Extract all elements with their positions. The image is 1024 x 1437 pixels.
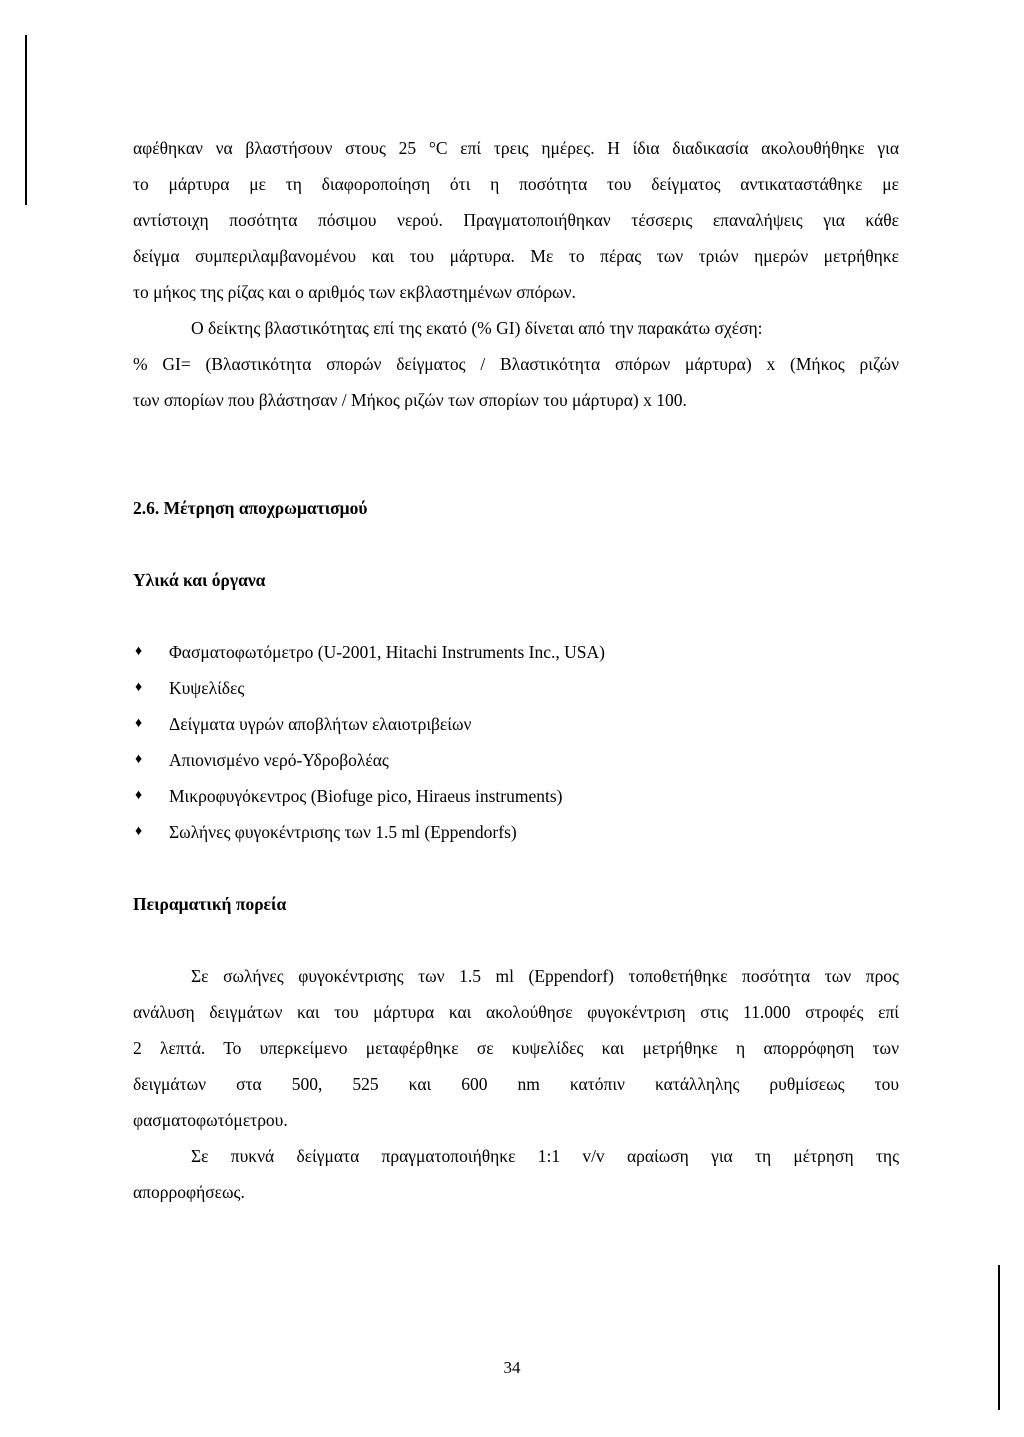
paragraph-procedure: [133, 958, 899, 1138]
text-line: φασματοφωτόμετρου.: [133, 1110, 288, 1130]
text-line: % GI= (Βλαστικότητα σπορών δείγματος / Βλαστικότητα σπόρων μάρτυρα) x (Μήκος ριζών: [133, 354, 899, 374]
text-line: των σπορίων που βλάστησαν / Μήκος ριζών των σπορίων του μάρτυρα) x 100.: [133, 390, 687, 410]
text-line: το μήκος της ρίζας και ο αριθμός των εκβλαστημένων σπόρων.: [133, 282, 576, 302]
paragraph-gi-formula: [133, 310, 899, 418]
text-line: αφέθηκαν να βλαστήσουν στους 25 °C επί τρεις ημέρες. Η ίδια διαδικασία ακολουθήθηκε για: [133, 138, 899, 158]
text-line: Σε πυκνά δείγματα πραγματοποιήθηκε 1:1 v/v αραίωση για τη μέτρηση της: [191, 1146, 899, 1166]
diamond-bullet-icon: ♦: [135, 644, 143, 659]
list-item: ♦ Φασματοφωτόμετρο (U-2001, Hitachi Instruments Inc., USA): [133, 634, 899, 670]
page-number: 34: [503, 1358, 521, 1377]
diamond-bullet-icon: ♦: [135, 788, 143, 803]
text-line: το μάρτυρα με τη διαφοροποίηση ότι η ποσότητα του δείγματος αντικαταστάθηκε με: [133, 174, 899, 194]
document-page: [133, 130, 899, 1210]
text-line: Σε σωλήνες φυγοκέντρισης των 1.5 ml (Eppendorf) τοποθετήθηκε ποσότητα των προς: [191, 966, 899, 986]
scan-edge-line-top-left: [25, 35, 27, 205]
list-item: ♦ Κυψελίδες: [133, 670, 899, 706]
paragraph-germination-method: [133, 130, 899, 310]
text-line: απορροφήσεως.: [133, 1182, 245, 1202]
text-line: Ο δείκτης βλαστικότητας επί της εκατό (% GI) δίνεται από την παρακάτω σχέση:: [191, 318, 763, 338]
paragraph-dilution: [133, 1138, 899, 1210]
list-item: ♦ Απιονισμένο νερό-Υδροβολέας: [133, 742, 899, 778]
text-line: ανάλυση δειγμάτων και του μάρτυρα και ακολούθησε φυγοκέντριση στις 11.000 στροφές επί: [133, 1002, 899, 1022]
text-line: δειγμάτων στα 500, 525 και 600 nm κατόπιν κατάλληλης ρυθμίσεως του: [133, 1074, 899, 1094]
list-item: ♦ Μικροφυγόκεντρος (Biofuge pico, Hiraeus instruments): [133, 778, 899, 814]
text-line: δείγμα συμπεριλαμβανομένου και του μάρτυρα. Με το πέρας των τριών ημερών μετρήθηκε: [133, 246, 899, 266]
diamond-bullet-icon: ♦: [135, 716, 143, 731]
diamond-bullet-icon: ♦: [135, 680, 143, 695]
text-line: 2 λεπτά. Το υπερκείμενο μεταφέρθηκε σε κυψελίδες και μετρήθηκε η απορρόφηση των: [133, 1038, 899, 1058]
scan-edge-line-bottom-right: [998, 1265, 1000, 1410]
materials-heading: Υλικά και όργανα: [133, 570, 266, 590]
materials-list: [133, 634, 899, 850]
section-title: 2.6. Μέτρηση αποχρωματισμού: [133, 498, 368, 518]
text-line: αντίστοιχη ποσότητα πόσιμου νερού. Πραγματοποιήθηκαν τέσσερις επαναλήψεις για κάθε: [133, 210, 899, 230]
diamond-bullet-icon: ♦: [135, 824, 143, 839]
procedure-heading: Πειραματική πορεία: [133, 894, 287, 914]
list-item: ♦ Σωλήνες φυγοκέντρισης των 1.5 ml (Eppendorfs): [133, 814, 899, 850]
diamond-bullet-icon: ♦: [135, 752, 143, 767]
list-item: ♦ Δείγματα υγρών αποβλήτων ελαιοτριβείων: [133, 706, 899, 742]
